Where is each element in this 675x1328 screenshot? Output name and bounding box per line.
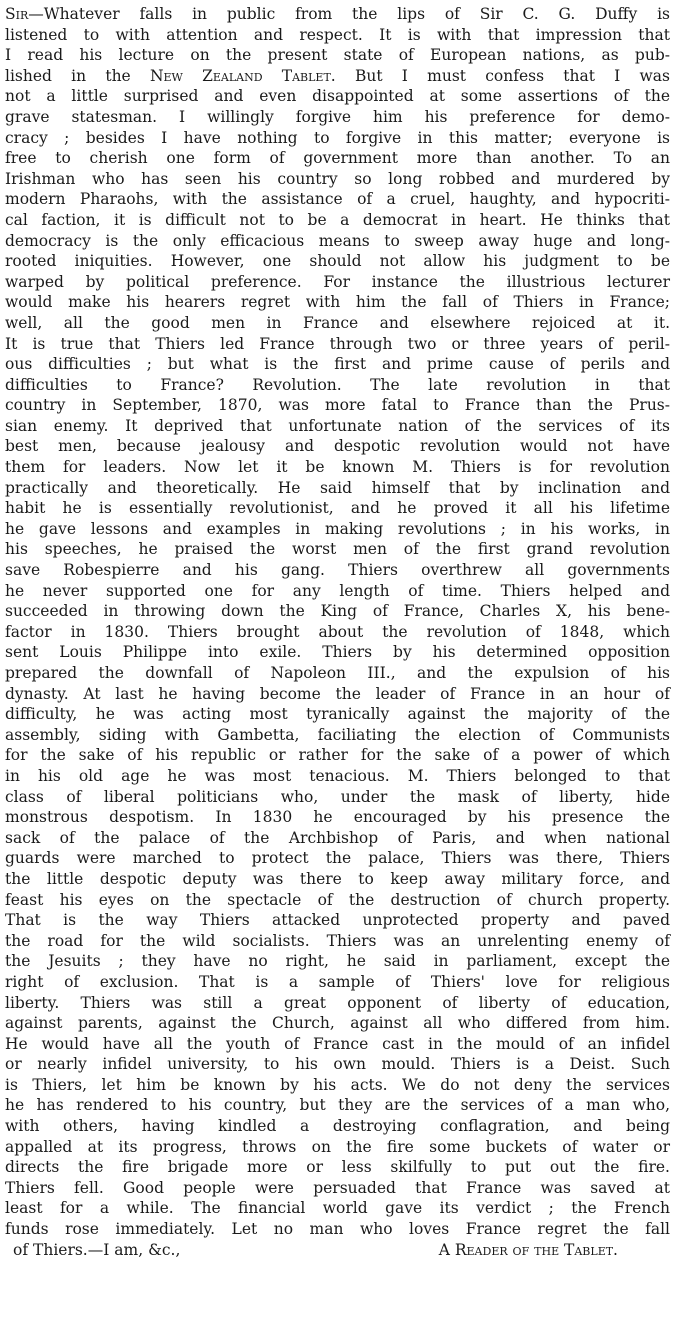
letter-line: Irishman who has seen his country so long robbed and murdered by — [5, 169, 670, 188]
publication-name: New Zealand Tablet. — [149, 66, 336, 85]
letter-line: well, all the good men in France and elsewhere rejoiced at it. — [5, 313, 670, 332]
salutation: Sir — [5, 5, 29, 23]
letter-line: I read his lecture on the present state of European nations, as pub- — [5, 46, 670, 65]
letter-line: difficulty, he was acting most tyranically against the majority of the — [5, 705, 670, 724]
letter-line: assembly, siding with Gambetta, faciliating the election of Communists — [5, 725, 670, 744]
letter-line: succeeded in throwing down the King of France, Charles X, his bene- — [5, 602, 670, 621]
letter-line: He would have all the youth of France cast in the mould of an infidel — [5, 1034, 670, 1053]
line-fragment: lished in the — [5, 66, 150, 85]
letter-line: democracy is the only efficacious means to sweep away huge and long- — [5, 231, 670, 250]
letter-line: feast his eyes on the spectacle of the destruction of church property. — [5, 890, 670, 909]
letter-line: sack of the palace of the Archbishop of Paris, and when national — [5, 828, 670, 847]
letter-line-1 — [5, 4, 670, 25]
letter-line: the Jesuits ; they have no right, he said in parliament, except the — [5, 952, 670, 971]
closing-row — [5, 1240, 670, 1261]
letter-line: right of exclusion. That is a sample of Thiers' love for religious — [5, 972, 670, 991]
closing-text: of Thiers.—I am, &c., — [13, 1240, 181, 1259]
letter-line: not a little surprised and even disappointed at some assertions of the — [5, 87, 670, 106]
letter-line: would make his hearers regret with him the fall of Thiers in France; — [5, 293, 670, 312]
letter-line — [5, 66, 670, 87]
letter-line: the little despotic deputy was there to keep away military force, and — [5, 869, 670, 888]
letter-line: cal faction, it is difficult not to be a democrat in heart. He thinks that — [5, 210, 670, 229]
letter-line: practically and theoretically. He said himself that by inclination and — [5, 478, 670, 497]
letter-line: class of liberal politicians who, under the mask of liberty, hide — [5, 787, 670, 806]
letter-line: he never supported one for any length of time. Thiers helped and — [5, 581, 670, 600]
letter-line: difficulties to France? Revolution. The late revolution in that — [5, 375, 670, 394]
letter-line: for the sake of his republic or rather for the sake of a power of which — [5, 746, 670, 765]
letter-line: is Thiers, let him be known by his acts. We do not deny the services — [5, 1075, 670, 1094]
letter-line: them for leaders. Now let it be known M. Thiers is for revolution — [5, 458, 670, 477]
letter-line: in his old age he was most tenacious. M. Thiers belonged to that — [5, 766, 670, 785]
letter-line: Thiers fell. Good people were persuaded that France was saved at — [5, 1178, 670, 1197]
letter-line: appalled at its progress, throws on the fire some buckets of water or — [5, 1137, 670, 1156]
letter-line: sian enemy. It deprived that unfortunate nation of the services of its — [5, 416, 670, 435]
letter-line: habit he is essentially revolutionist, and he proved it all his lifetime — [5, 499, 670, 518]
letter-line: dynasty. At last he having become the leader of France in an hour of — [5, 684, 670, 703]
letter-line: prepared the downfall of Napoleon III., and the expulsion of his — [5, 664, 670, 682]
letter-line: warped by political preference. For instance the illustrious lecturer — [5, 272, 670, 291]
letter-to-editor — [5, 4, 670, 1260]
letter-line: listened to with attention and respect. It is with that impression that — [5, 25, 670, 44]
letter-line: factor in 1830. Thiers brought about the revolution of 1848, which — [5, 622, 670, 641]
letter-line: he has rendered to his country, but they are the services of a man who, — [5, 1096, 670, 1115]
letter-line: or nearly infidel university, to his own mould. Thiers is a Deist. Such — [5, 1055, 670, 1074]
letter-line: liberty. Thiers was still a great opponent of liberty of education, — [5, 993, 670, 1012]
letter-line: the road for the wild socialists. Thiers was an unrelenting enemy of — [5, 931, 670, 950]
first-line-text: —Whatever falls in public from the lips of Sir C. G. Duffy is — [28, 5, 670, 23]
letter-line: with others, having kindled a destroying conflagration, and being — [5, 1117, 670, 1136]
letter-line: country in September, 1870, was more fatal to France than the Prus- — [5, 396, 670, 415]
letter-line: free to cherish one form of government more than another. To an — [5, 149, 670, 168]
letter-line: grave statesman. I willingly forgive him his preference for demo- — [5, 107, 670, 126]
letter-line: guards were marched to protect the palace, Thiers was there, Thiers — [5, 849, 670, 868]
letter-line: ous difficulties ; but what is the first and prime cause of perils and — [5, 355, 670, 374]
signature: A Reader of the Tablet. — [438, 1240, 618, 1259]
line-fragment: But I must confess that I was — [335, 66, 670, 85]
letter-line: It is true that Thiers led France through two or three years of peril- — [5, 334, 670, 353]
letter-line: cracy ; besides I have nothing to forgive in this matter; everyone is — [5, 128, 670, 147]
letter-line: sent Louis Philippe into exile. Thiers by his determined opposition — [5, 643, 670, 662]
letter-line: rooted iniquities. However, one should not allow his judgment to be — [5, 252, 670, 271]
letter-line: monstrous despotism. In 1830 he encouraged by his presence the — [5, 808, 670, 827]
letter-line: modern Pharaohs, with the assistance of a cruel, haughty, and hypocriti- — [5, 190, 670, 209]
letter-line: directs the fire brigade more or less skilfully to put out the fire. — [5, 1158, 670, 1177]
letter-line: best men, because jealousy and despotic revolution would not have — [5, 437, 670, 456]
letter-line: That is the way Thiers attacked unprotected property and paved — [5, 911, 670, 930]
letter-line: his speeches, he praised the worst men of the first grand revolution — [5, 540, 670, 559]
letter-line: against parents, against the Church, against all who differed from him. — [5, 1014, 670, 1033]
letter-line: least for a while. The financial world gave its verdict ; the French — [5, 1199, 670, 1218]
newspaper-page — [5, 4, 670, 1260]
letter-line: save Robespierre and his gang. Thiers overthrew all governments — [5, 561, 670, 580]
letter-line: funds rose immediately. Let no man who loves France regret the fall — [5, 1220, 670, 1239]
letter-line: he gave lessons and examples in making revolutions ; in his works, in — [5, 519, 670, 538]
